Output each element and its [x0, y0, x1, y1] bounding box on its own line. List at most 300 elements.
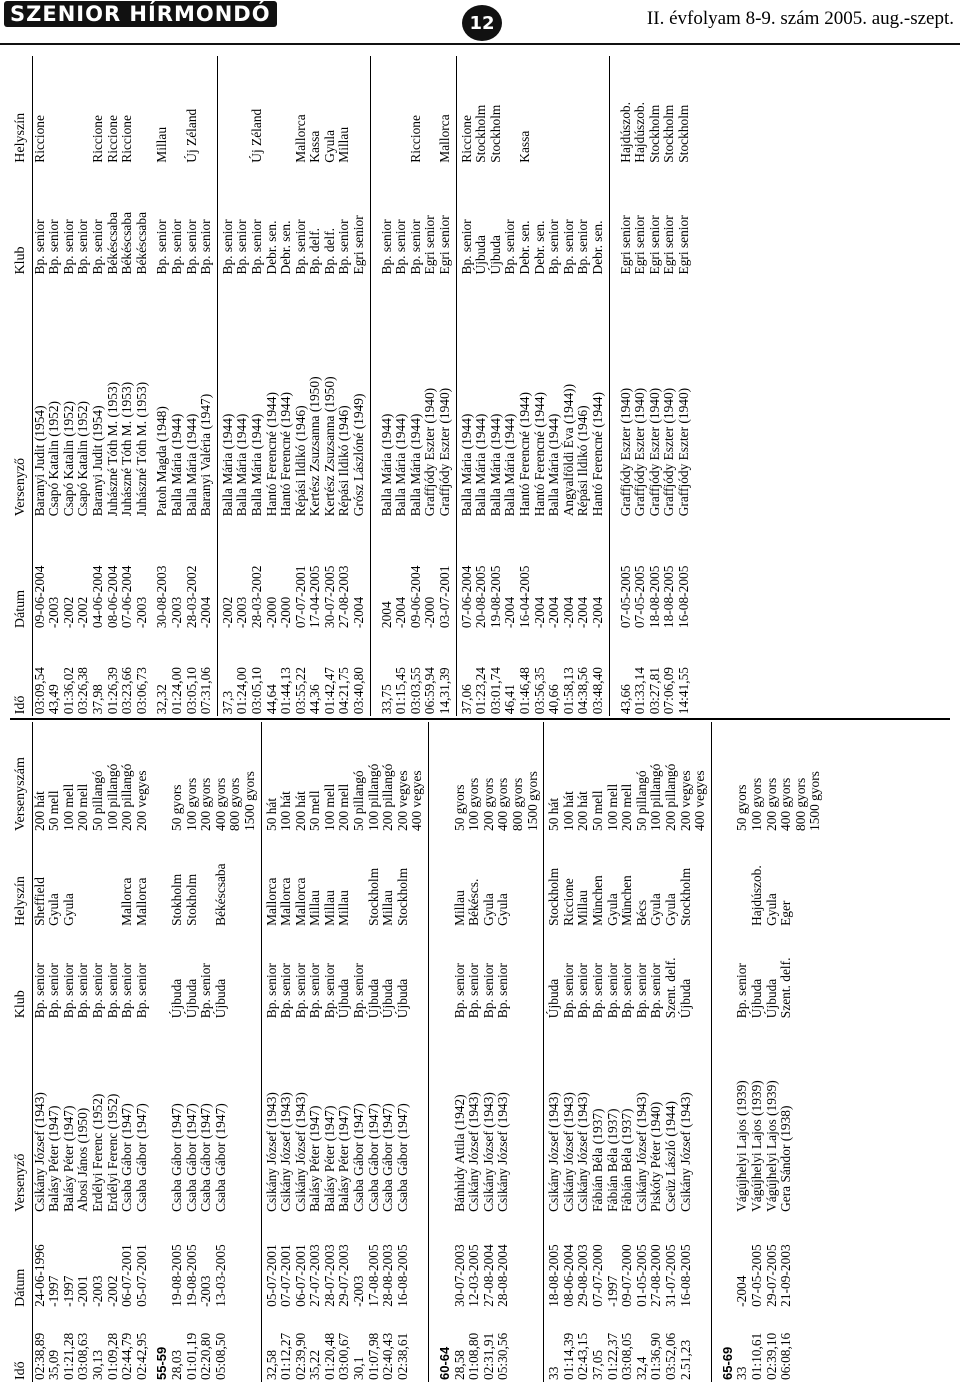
age-group-row [149, 722, 170, 1382]
table-cell: 01:26,39 [104, 667, 120, 715]
table-cell: -2004 [546, 596, 562, 629]
table-cell [228, 833, 243, 928]
table-cell: Graffjódy Eszter (1940) [437, 387, 453, 517]
table-cell: Bp. senior [133, 963, 149, 1019]
table-cell: Balla Mária (1944) [502, 413, 518, 517]
table-cell: Patoh Magda (1948) [154, 406, 170, 517]
table-cell: 07-05-2005 [632, 565, 648, 629]
table-cell: 02:38,89 [31, 1332, 47, 1380]
table-row [591, 722, 606, 1382]
table-cell: 28-03-2002 [248, 565, 264, 629]
table-cell: 07:06,09 [661, 667, 677, 715]
table-cell: 01:22,37 [604, 1332, 620, 1380]
table-row [185, 722, 200, 1382]
table-row [562, 56, 577, 716]
table-header-row [10, 722, 32, 1382]
rule-line [543, 722, 544, 1382]
table-cell: -2003 [234, 596, 250, 629]
table-cell: 24-06-1996 [31, 1244, 47, 1307]
table-row [279, 56, 294, 716]
table-cell: 19-08-2005 [487, 565, 503, 629]
table-cell [526, 1309, 541, 1382]
table-cell: Gyula [480, 893, 496, 926]
table-cell: 32,32 [154, 684, 170, 715]
table-cell: 17-08-2005 [365, 1244, 381, 1307]
table-cell: -1997 [604, 1275, 620, 1307]
table-cell: Stockholm [365, 867, 381, 926]
table-cell: Bp. senior [31, 963, 47, 1019]
table-cell: Bp. senior [278, 963, 294, 1019]
table-cell: Debr. sen. [278, 220, 294, 275]
table-row [410, 722, 425, 1382]
table-cell: Baranyi Judit (1954) [31, 405, 47, 517]
table-cell: Bp. senior [451, 963, 467, 1019]
table-cell: 50 pillangó [89, 770, 105, 831]
table-row [511, 722, 526, 1382]
section-rule [367, 56, 374, 716]
table-cell: 02:43,15 [575, 1332, 591, 1380]
table-cell [547, 56, 562, 165]
table-cell: Balla Mária (1944) [473, 413, 489, 517]
table-cell: Millau [307, 890, 323, 926]
table-cell: -2003 [351, 1275, 367, 1307]
table-cell: 200 pillangó [380, 763, 396, 831]
table-cell: Csaba Gábor (1947) [365, 1103, 381, 1212]
table-cell: Bp. senior [604, 963, 620, 1019]
table-row [47, 722, 62, 1382]
table-cell: Riccione [458, 115, 474, 163]
table-cell: Kertész Zsuzsanna (1950) [321, 376, 337, 517]
table-cell: 05:08,50 [212, 1332, 228, 1380]
table-cell [221, 56, 236, 165]
table-cell: 200 hát [575, 791, 591, 831]
table-cell: 30-08-2003 [154, 565, 170, 629]
table-row [323, 722, 338, 1382]
table-cell: 03:08,05 [619, 1332, 635, 1380]
table-cell: Bp. senior [458, 219, 474, 275]
table-cell: 33,75 [378, 684, 394, 715]
table-row [120, 56, 135, 716]
table-cell [410, 928, 425, 1020]
table-cell [76, 833, 91, 928]
table-cell [394, 56, 409, 165]
table-cell: Csikány József (1943) [546, 1092, 562, 1212]
table-cell: Juhászné Tóth M. (1953) [119, 381, 135, 517]
table-cell: 200 hát [31, 791, 47, 831]
table-cell: 50 gyors [168, 784, 184, 831]
table-cell [576, 56, 591, 165]
rule-line [261, 722, 262, 1382]
table-cell: Bp. senior [307, 963, 323, 1019]
table-cell: 400 gyors [778, 777, 794, 831]
table-cell: 29-07-2005 [763, 1244, 779, 1307]
rule-line [428, 722, 429, 1382]
table-cell: Újbuda [487, 235, 503, 275]
table-cell [794, 1020, 809, 1214]
table-row [648, 56, 663, 716]
table-cell: Bp. senior [104, 963, 120, 1019]
table-cell: Grósz Lászlóné (1949) [351, 393, 367, 517]
table-row [135, 56, 150, 716]
table-cell [511, 833, 526, 928]
table-cell: -2004 [575, 596, 591, 629]
table-cell [693, 928, 708, 1020]
table-cell: 07:31,06 [198, 667, 214, 715]
table-cell: Bp. senior [619, 963, 635, 1019]
table-cell: -2004 [351, 596, 367, 629]
table-cell: Hajdúszob. [632, 102, 648, 163]
table-cell: 06-07-2001 [119, 1244, 135, 1307]
table-cell [243, 928, 258, 1020]
table-cell: 100 mell [321, 783, 337, 831]
table-cell: Bp. senior [89, 963, 105, 1019]
table-row [677, 56, 692, 716]
table-cell: Vágújhelyi Lajos (1939) [734, 1080, 750, 1212]
table-cell [591, 56, 606, 165]
table-cell: 02:39,10 [763, 1332, 779, 1380]
table-cell [47, 56, 62, 165]
table-cell: Újbuda [677, 978, 693, 1019]
table-row [394, 56, 409, 716]
table-cell: 46,41 [502, 684, 518, 715]
table-cell [794, 1214, 809, 1309]
table-header-row [10, 56, 32, 716]
table-cell: Új Zéland [183, 108, 199, 163]
table-cell: 200 vegyes [394, 770, 410, 831]
table-cell: 200 pillangó [119, 763, 135, 831]
table-cell: Stokholm [183, 873, 199, 926]
table-row [503, 56, 518, 716]
table-cell: 43,66 [617, 684, 633, 715]
table-cell: Graffjódy Eszter (1940) [675, 387, 691, 517]
table-cell: Csaba Gábor (1947) [133, 1103, 149, 1212]
rule-line [456, 56, 457, 716]
table-cell: Kassa [517, 130, 532, 163]
table-row [735, 722, 750, 1382]
age-group-label: 65-69 [719, 1346, 735, 1380]
table-row [32, 56, 47, 716]
table-cell [265, 56, 280, 165]
table-cell [352, 56, 367, 165]
table-cell: Gyula [495, 893, 511, 926]
table-cell: -2003 [46, 596, 62, 629]
table-cell: Egri senior [661, 215, 677, 275]
table-cell [135, 56, 150, 165]
table-cell: Riccione [407, 115, 423, 163]
table-cell: Csikány József (1943) [466, 1092, 482, 1212]
table-cell: 50 gyors [734, 784, 750, 831]
table-cell: Bp. senior [119, 963, 135, 1019]
table-cell [503, 56, 518, 165]
table-row [352, 722, 367, 1382]
table-cell: Bp. senior [378, 219, 394, 275]
table-cell: -2004 [589, 596, 605, 629]
section-rule [425, 722, 432, 1382]
table-cell: 01:09,28 [104, 1332, 120, 1380]
table-cell: Millau [321, 890, 337, 926]
table-row [337, 56, 352, 716]
table-cell [199, 56, 214, 165]
table-cell: Juhászné Tóth M. (1953) [104, 381, 120, 517]
column-header: Idő [10, 1309, 32, 1382]
table-cell: 400 vegyes [692, 770, 708, 831]
table-row [693, 722, 708, 1382]
table-cell: 50 pillangó [633, 770, 649, 831]
column-header: Klub [10, 165, 32, 277]
table-cell: Riccione [31, 115, 47, 163]
table-row [170, 722, 185, 1382]
table-cell: 08-06-2004 [104, 565, 120, 629]
table-cell: 01:33,14 [632, 667, 648, 715]
table-cell: Abosi János (1950) [75, 1107, 91, 1212]
table-cell: 27-08-2003 [336, 565, 352, 629]
table-cell: Hantó Ferencné (1944) [531, 392, 547, 517]
table-cell: Mallorca [263, 877, 279, 926]
table-cell: Bp. senior [393, 219, 409, 275]
table-cell [526, 928, 541, 1020]
table-cell: Hajdúszob. [748, 865, 764, 926]
table-cell: Egri senior [437, 215, 453, 275]
table-row [352, 56, 367, 716]
table-cell: Bp. senior [154, 219, 170, 275]
table-cell: Debr. sen. [531, 220, 547, 275]
table-cell: Balla Mária (1944) [183, 413, 199, 517]
table-cell: 31-07-2005 [662, 1244, 678, 1307]
table-row [91, 56, 106, 716]
age-group-label: 55-59 [154, 1346, 170, 1380]
header-rule [0, 43, 960, 45]
table-cell: Bp. senior [292, 963, 308, 1019]
table-cell: Balásy Péter (1947) [60, 1105, 76, 1212]
table-cell: -2004 [560, 596, 576, 629]
table-cell: Bp. senior [495, 963, 511, 1019]
table-cell: Békéscsaba [133, 211, 149, 275]
table-cell: 27-08-2004 [480, 1244, 496, 1307]
table-row [633, 56, 648, 716]
table-cell: 01:23,24 [473, 667, 489, 715]
table-row [367, 722, 382, 1382]
table-cell: -2003 [89, 1275, 105, 1307]
table-row [460, 56, 475, 716]
table-cell: Bp. senior [466, 963, 482, 1019]
table-cell: 37,05 [589, 1349, 605, 1380]
table-row [606, 722, 621, 1382]
column-divider [10, 718, 950, 720]
table-cell: 200 mell [619, 783, 635, 831]
table-row [518, 56, 533, 716]
table-cell: Csikány József (1943) [633, 1092, 649, 1212]
table-cell: Hajdúszob. [617, 102, 633, 163]
table-row [250, 56, 265, 716]
table-cell: 18-08-2005 [546, 1244, 562, 1307]
table-cell: Újbuda [763, 978, 779, 1019]
table-cell: Mallorca [292, 114, 308, 163]
table-cell: Répási Ildikó (1946) [575, 405, 591, 517]
table-cell: Balla Mária (1944) [487, 413, 503, 517]
table-cell: 01:21,28 [60, 1332, 76, 1380]
table-cell: Csaba Gábor (1947) [168, 1103, 184, 1212]
table-row [482, 722, 497, 1382]
table-cell: Csaba Gábor (1947) [119, 1103, 135, 1212]
table-cell [693, 833, 708, 928]
table-cell [106, 833, 121, 928]
table-cell: Bp. senior [31, 219, 47, 275]
table-cell: 20-08-2005 [473, 565, 489, 629]
table-cell: Riccione [89, 115, 105, 163]
table-cell: 03:03,55 [407, 667, 423, 715]
table-cell: 06-07-2001 [292, 1244, 308, 1307]
table-cell [243, 833, 258, 928]
table-cell: Egri senior [632, 215, 648, 275]
table-cell: 43,49 [46, 684, 62, 715]
table-cell: Stockholm [677, 867, 693, 926]
table-cell [235, 56, 250, 165]
table-row [76, 56, 91, 716]
table-cell: Balla Mária (1944) [458, 413, 474, 517]
table-cell: 03:56,35 [531, 667, 547, 715]
table-cell: Balla Mária (1944) [393, 413, 409, 517]
table-cell [511, 1020, 526, 1214]
table-cell: -2002 [104, 1275, 120, 1307]
table-cell: Bp. senior [60, 219, 76, 275]
table-row [323, 56, 338, 716]
table-cell: Balla Mária (1944) [546, 413, 562, 517]
table-cell: Stockholm [675, 104, 691, 163]
table-cell: 1500 gyors [807, 771, 823, 831]
table-cell: Balla Mária (1944) [378, 413, 394, 517]
table-cell: 03:40,80 [351, 667, 367, 715]
column-header: Helyszín [10, 56, 32, 165]
table-cell: Baranyi Valéria (1947) [198, 393, 214, 517]
table-cell: 33 [734, 1366, 750, 1380]
table-cell: Csikány József (1943) [31, 1092, 47, 1212]
table-cell: 03:09,54 [31, 667, 47, 715]
table-cell: 800 gyors [792, 777, 808, 831]
table-row [526, 722, 541, 1382]
table-cell [526, 1214, 541, 1309]
table-cell: 16-08-2005 [394, 1244, 410, 1307]
table-cell: 17-04-2005 [307, 565, 323, 629]
table-cell: 01:36,90 [648, 1332, 664, 1380]
table-cell: Bp. senior [46, 219, 62, 275]
table-cell: Vágújhelyi Lajos (1939) [763, 1080, 779, 1212]
table-cell [794, 928, 809, 1020]
table-cell: -2003 [198, 1275, 214, 1307]
table-cell: Új Zéland [248, 108, 264, 163]
table-cell: -2000 [278, 596, 294, 629]
table-cell: 37,98 [89, 684, 105, 715]
table-cell: Balla Mária (1944) [219, 413, 235, 517]
table-row [308, 722, 323, 1382]
table-cell [526, 1020, 541, 1214]
table-cell: 100 mell [60, 783, 76, 831]
table-cell: Juhászné Tóth M. (1953) [133, 381, 149, 517]
table-cell [243, 1309, 258, 1382]
table-cell [228, 928, 243, 1020]
table-cell: 800 gyors [227, 777, 243, 831]
table-cell: 03:23,66 [119, 667, 135, 715]
table-cell: 30-07-2005 [321, 565, 337, 629]
table-cell: Csikány József (1943) [292, 1092, 308, 1212]
table-cell: Millau [380, 890, 396, 926]
table-cell: 50 mell [589, 790, 605, 831]
table-cell: 04:38,56 [575, 667, 591, 715]
table-cell: Bécs [633, 899, 649, 926]
table-row [214, 722, 229, 1382]
table-row [120, 722, 135, 1382]
table-cell: Bp. senior [575, 219, 591, 275]
table-cell: Csaba Gábor (1947) [212, 1103, 228, 1212]
table-cell: 01-05-2005 [633, 1244, 649, 1307]
table-cell: Balla Mária (1944) [407, 413, 423, 517]
table-cell: Bp. senior [546, 219, 562, 275]
table-cell [794, 833, 809, 928]
issue-label: II. évfolyam 8-9. szám 2005. aug.-szept. [646, 8, 954, 29]
table-cell: Mallorca [437, 114, 453, 163]
table-cell [808, 833, 823, 928]
records-table-left [10, 722, 950, 1382]
table-cell: Erdélyi Ferenc (1952) [104, 1093, 120, 1212]
table-cell: Riccione [104, 115, 120, 163]
table-cell: 03:00,67 [336, 1332, 352, 1380]
table-cell: 50 hát [546, 797, 562, 831]
table-cell [533, 56, 548, 165]
table-cell: 03:55,22 [292, 667, 308, 715]
table-cell: Bp. senior [75, 219, 91, 275]
table-cell: Egri senior [646, 215, 662, 275]
table-cell: 01:58,13 [560, 667, 576, 715]
table-cell: 19-08-2005 [168, 1244, 184, 1307]
table-row [47, 56, 62, 716]
table-cell: Balásy Péter (1947) [336, 1105, 352, 1212]
table-cell: 29-08-2003 [575, 1244, 591, 1307]
column-header: Klub [10, 928, 32, 1020]
age-group-row [715, 722, 736, 1382]
table-cell: Csaba Gábor (1947) [351, 1103, 367, 1212]
table-cell [62, 56, 77, 165]
table-cell: Csikány József (1943) [560, 1092, 576, 1212]
table-cell: 14,31,39 [437, 667, 453, 715]
column-header: Versenyző [10, 276, 32, 518]
table-row [576, 722, 591, 1382]
table-cell: 100 mell [604, 783, 620, 831]
table-cell: Újbuda [183, 978, 199, 1019]
table-cell: Fábián Béla (1937) [589, 1108, 605, 1212]
table-cell: -2004 [393, 596, 409, 629]
table-cell: 200 gyors [198, 777, 214, 831]
table-cell: -2002 [219, 596, 235, 629]
table-cell: 01:12,27 [278, 1332, 294, 1380]
table-cell: 03:27,81 [646, 667, 662, 715]
table-row [562, 722, 577, 1382]
page-header [0, 0, 960, 46]
table-cell: Újbuda [748, 978, 764, 1019]
table-cell [693, 1020, 708, 1214]
table-cell: 16-08-2005 [677, 1244, 693, 1307]
table-cell: Bp. senior [734, 963, 750, 1019]
table-row [474, 56, 489, 716]
table-cell: Bp. senior [292, 219, 308, 275]
table-cell: Bp. delf. [321, 227, 337, 275]
table-cell: Angyalföldi Éva (1944)) [560, 383, 576, 517]
table-cell: 05:30,56 [495, 1332, 511, 1380]
table-cell: Eger [778, 900, 794, 926]
table-cell: Bp. senior [648, 963, 664, 1019]
table-row [106, 56, 121, 716]
table-row [662, 56, 677, 716]
table-row [423, 56, 438, 716]
table-cell: Csikány József (1943) [677, 1092, 693, 1212]
